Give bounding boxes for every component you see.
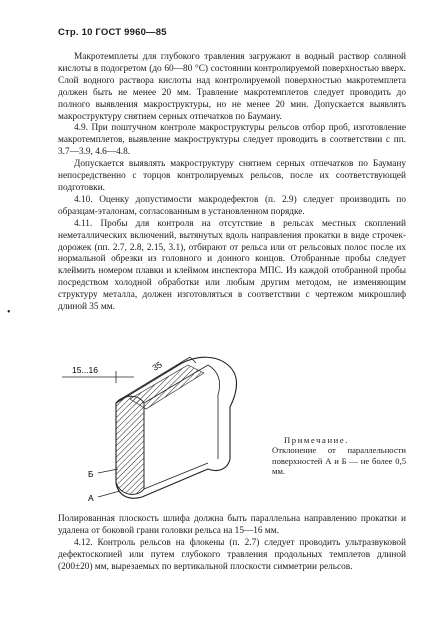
- paragraph-4-11: 4.11. Пробы для контроля на отсутствие в рельсах местных скоплений неметаллических включений, вытянутых вдоль направления прокатки в виде строчек-дорожек (пп. 2.7, 2.8, 2.15, 3.1), отбирают от рельса или от рельсовых полос после их нормальной обрезки из головного и донного концов. Отобранные пробы следует клеймить номером плавки и клеймом инспектора МПС. Из каждой отобранной пробы посредством холодной обработки или любым другим методом, не изменяющим структуру металла, должен изготовляться в соответствии с чертежом микрошлиф длиной 35 мм.: [58, 218, 406, 313]
- paragraph-polished-plane: Полированная плоскость шлифа должна быть параллельна направлению прокатки и удалена от боковой грани головки рельса на 15—16 мм.: [58, 514, 406, 536]
- note-text: Отклонение от параллельности поверхностей А и Б — не более 0,5 мм.: [272, 445, 406, 477]
- margin-mark: •: [7, 307, 11, 318]
- body-text-bottom: [58, 514, 406, 574]
- figure-note: [272, 435, 406, 477]
- label-surface-a: А: [88, 493, 94, 503]
- label-surface-b: Б: [88, 469, 94, 479]
- body-text-top: [58, 52, 406, 314]
- specimen-drawing-svg: [58, 351, 268, 511]
- dimension-label-15-16: 15...16: [72, 365, 98, 375]
- paragraph-4-10: 4.10. Оценку допустимости макродефектов (п. 2.9) следует производить по образцам-эталонам, согласованным в установленном порядке.: [58, 194, 406, 217]
- dimension-label-35: 35: [150, 359, 164, 373]
- page-header: Стр. 10 ГОСТ 9960—85: [58, 27, 167, 38]
- note-heading: Примечание.: [284, 435, 350, 445]
- paragraph-4-9: 4.9. При поштучном контроле макроструктуры рельсов отбор проб, изготовление макротемплетов, выявление макроструктуры следует проводить в соответствии с пп. 3.7—3.9, 4.6—4.8.: [58, 123, 406, 158]
- paragraph-etching: Макротемплеты для глубокого травления загружают в водный раствор соляной кислоты в подогретом (до 60—80 °С) состоянии контролируемой поверхностью вверх. Слой водного раствора кислоты над контролируемой поверхностью макротемплета должен быть не менее 20 мм. Травление макротемплетов следует проводить до полного выявления макроструктуры, но не менее 20 мин. Допускается выявлять макроструктуру снятием серных отпечатков по Бауману.: [58, 52, 406, 122]
- specimen-drawing: [58, 351, 406, 511]
- paragraph-4-12: 4.12. Контроль рельсов на флокены (п. 2.7) следует проводить ультразвуковой дефектоскопией или путем глубокого травления продольных темплетов длиной (200±20) мм, вырезаемых по вертикальной плоскости симметрии рельсов.: [58, 537, 406, 572]
- polished-face-b: [116, 396, 144, 494]
- paragraph-sulfur-prints: Допускается выявлять макроструктуру снятием серных отпечатков по Бауману непосредственно с торцов контролируемых рельсов, после их соответствующей подготовки.: [58, 159, 406, 193]
